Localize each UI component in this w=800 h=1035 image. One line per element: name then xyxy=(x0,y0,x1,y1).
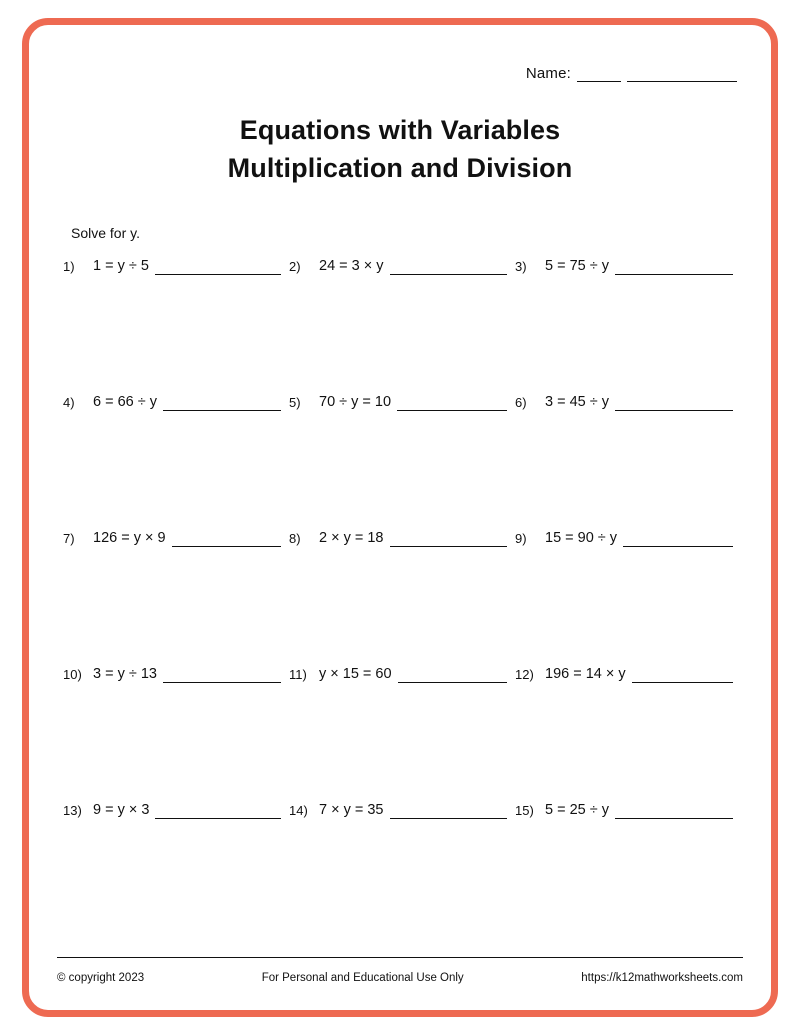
problem-equation: 196 = 14 × y xyxy=(545,666,626,682)
problem-equation: 6 = 66 ÷ y xyxy=(93,394,157,410)
problem-equation: 3 = y ÷ 13 xyxy=(93,666,157,682)
problem-grid xyxy=(63,257,741,937)
problem-item xyxy=(63,801,289,937)
answer-blank[interactable] xyxy=(163,665,281,683)
problem-equation: 3 = 45 ÷ y xyxy=(545,394,609,410)
answer-blank[interactable] xyxy=(390,257,508,275)
problem-item xyxy=(289,529,515,665)
website-url[interactable]: https://k12mathworksheets.com xyxy=(581,972,743,984)
problem-equation: 9 = y × 3 xyxy=(93,802,150,818)
answer-blank[interactable] xyxy=(398,665,507,683)
problem-item xyxy=(63,665,289,801)
problem-row xyxy=(63,665,741,801)
problem-item xyxy=(515,529,741,665)
copyright-text: © copyright 2023 xyxy=(57,972,145,984)
problem-item xyxy=(63,393,289,529)
problem-number: 8) xyxy=(289,531,301,546)
problem-number: 4) xyxy=(63,395,75,410)
answer-blank[interactable] xyxy=(155,257,281,275)
problem-item xyxy=(289,393,515,529)
problem-number: 3) xyxy=(515,259,527,274)
problem-number: 13) xyxy=(63,803,82,818)
answer-blank[interactable] xyxy=(397,393,507,411)
problem-equation: 126 = y × 9 xyxy=(93,530,166,546)
answer-blank[interactable] xyxy=(632,665,733,683)
problem-row xyxy=(63,393,741,529)
problem-equation: 2 × y = 18 xyxy=(319,530,384,546)
name-blank-short[interactable] xyxy=(577,67,621,82)
problem-number: 14) xyxy=(289,803,308,818)
answer-blank[interactable] xyxy=(390,529,508,547)
problem-item xyxy=(289,801,515,937)
problem-equation: 15 = 90 ÷ y xyxy=(545,530,618,546)
problem-item xyxy=(515,801,741,937)
problem-equation: 5 = 25 ÷ y xyxy=(545,802,609,818)
problem-equation: 5 = 75 ÷ y xyxy=(545,258,609,274)
name-blank-long[interactable] xyxy=(627,67,737,82)
problem-equation: 7 × y = 35 xyxy=(319,802,384,818)
answer-blank[interactable] xyxy=(172,529,281,547)
problem-item xyxy=(289,665,515,801)
worksheet-border-frame xyxy=(22,18,778,1017)
page-title xyxy=(29,111,771,188)
footer-divider xyxy=(57,957,743,958)
answer-blank[interactable] xyxy=(155,801,281,819)
name-field-row xyxy=(526,65,737,82)
problem-row xyxy=(63,801,741,937)
problem-item xyxy=(515,257,741,393)
problem-equation: 24 = 3 × y xyxy=(319,258,384,274)
answer-blank[interactable] xyxy=(615,801,733,819)
problem-number: 6) xyxy=(515,395,527,410)
problem-number: 1) xyxy=(63,259,75,274)
problem-equation: 70 ÷ y = 10 xyxy=(319,394,392,410)
answer-blank[interactable] xyxy=(623,529,733,547)
answer-blank[interactable] xyxy=(615,257,733,275)
problem-item xyxy=(63,529,289,665)
answer-blank[interactable] xyxy=(163,393,281,411)
problem-item xyxy=(63,257,289,393)
title-line-2: Multiplication and Division xyxy=(227,153,573,184)
usage-text: For Personal and Educational Use Only xyxy=(261,972,464,984)
problem-number: 7) xyxy=(63,531,75,546)
problem-row xyxy=(63,529,741,665)
problem-equation: y × 15 = 60 xyxy=(319,666,392,682)
problem-item xyxy=(515,665,741,801)
problem-equation: 1 = y ÷ 5 xyxy=(93,258,149,274)
footer xyxy=(57,972,743,984)
problem-number: 9) xyxy=(515,531,527,546)
answer-blank[interactable] xyxy=(390,801,508,819)
problem-item xyxy=(515,393,741,529)
instructions-text: Solve for y. xyxy=(71,225,140,241)
problem-number: 15) xyxy=(515,803,534,818)
problem-number: 11) xyxy=(289,667,307,682)
name-label: Name: xyxy=(525,65,571,82)
problem-number: 10) xyxy=(63,667,82,682)
problem-number: 5) xyxy=(289,395,301,410)
problem-row xyxy=(63,257,741,393)
problem-number: 2) xyxy=(289,259,301,274)
problem-number: 12) xyxy=(515,667,534,682)
title-line-1: Equations with Variables xyxy=(239,115,561,145)
problem-item xyxy=(289,257,515,393)
answer-blank[interactable] xyxy=(615,393,733,411)
